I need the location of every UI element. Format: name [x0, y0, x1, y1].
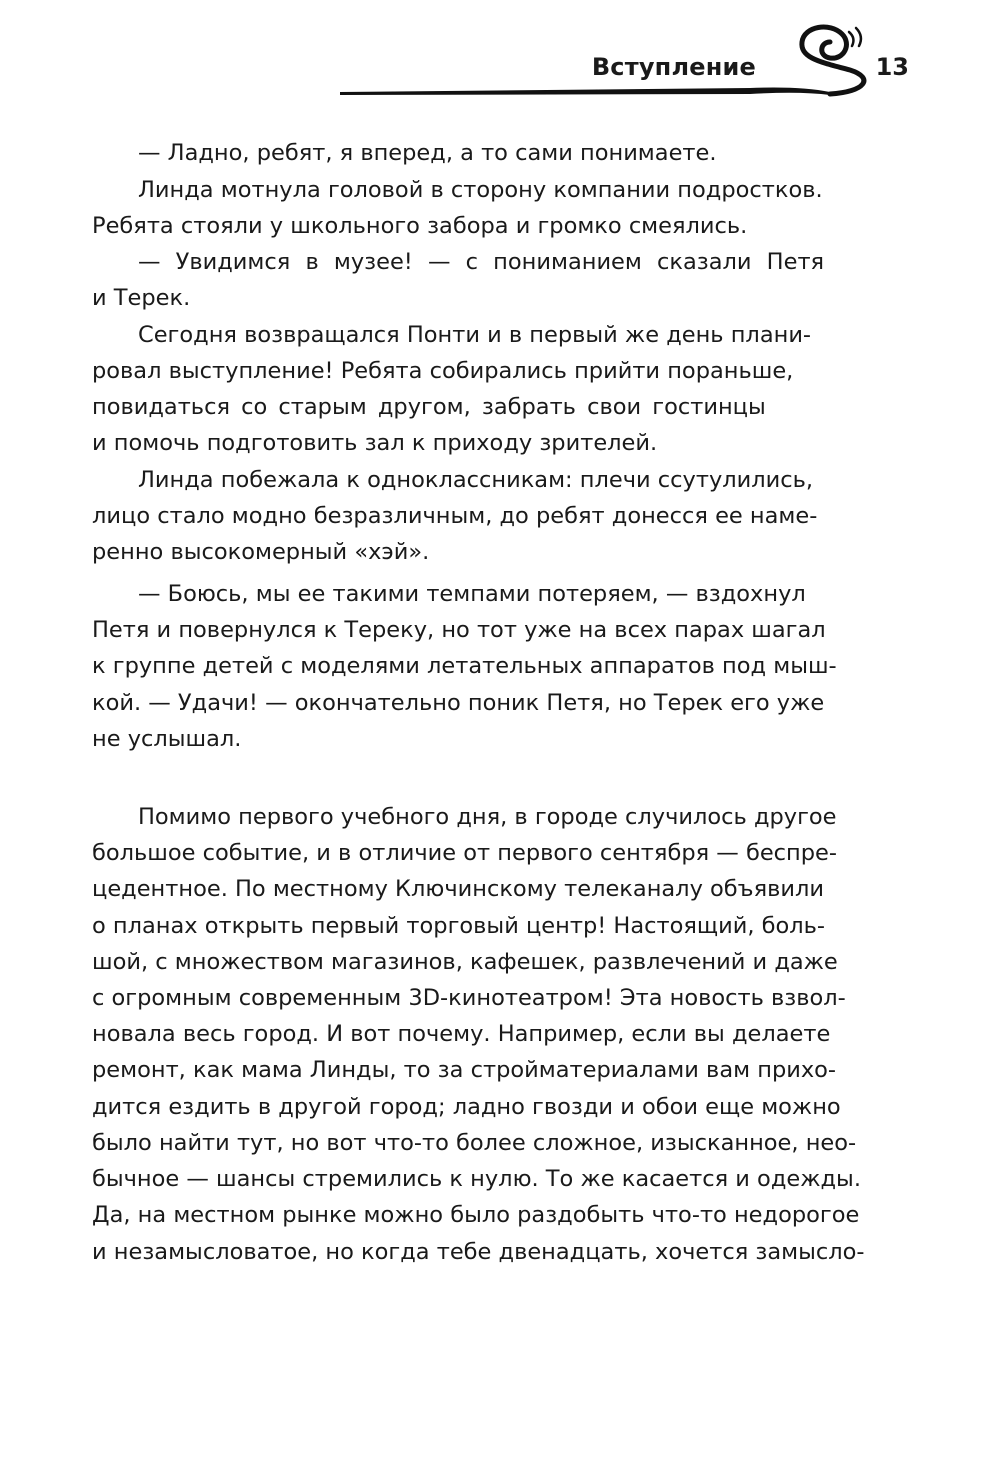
text-line: цедентное. По местному Ключинскому телеканалу объявили	[92, 876, 824, 902]
text-line: Сегодня возвращался Понти и в первый же день плани-	[138, 322, 812, 348]
text-line: дится ездить в другой город; ладно гвозди и обои еще можно	[92, 1094, 841, 1120]
text-line: шой, с множеством магазинов, кафешек, развлечений и даже	[92, 949, 838, 975]
text-line: — Ладно, ребят, я вперед, а то сами понимаете.	[138, 140, 717, 166]
swirl-ornament-icon	[330, 18, 870, 108]
text-line: — Увидимся в музее! — с пониманием сказали Петя	[138, 249, 825, 275]
text-line: ренно высокомерный «хэй».	[92, 539, 430, 565]
text-line: Да, на местном рынке можно было раздобыть что-то недорогое	[92, 1202, 860, 1228]
text-line: о планах открыть первый торговый центр! Настоящий, боль-	[92, 913, 826, 939]
text-line: лицо стало модно безразличным, до ребят донесся ее наме-	[92, 503, 818, 529]
text-line: и Терек.	[92, 285, 191, 311]
text-line: было найти тут, но вот что-то более сложное, изысканное, нео-	[92, 1130, 857, 1156]
text-line: ровал выступление! Ребята собирались прийти пораньше,	[92, 358, 794, 384]
text-line: — Боюсь, мы ее такими темпами потеряем, — вздохнул	[138, 581, 806, 607]
text-line: ремонт, как мама Линды, то за стройматериалами вам прихо-	[92, 1057, 837, 1083]
text-line: и помочь подготовить зал к приходу зрителей.	[92, 430, 658, 456]
text-line: и незамысловатое, но когда тебе двенадцать, хочется замысло-	[92, 1239, 865, 1265]
page-header	[0, 0, 1000, 120]
text-line: Помимо первого учебного дня, в городе случилось другое	[138, 804, 837, 830]
text-line: Линда побежала к одноклассникам: плечи ссутулились,	[138, 467, 814, 493]
text-line: большое событие, и в отличие от первого сентября — беспре-	[92, 840, 837, 866]
text-line: кой. — Удачи! — окончательно поник Петя, но Терек его уже	[92, 690, 825, 716]
text-line: не услышал.	[92, 726, 242, 752]
text-line: бычное — шансы стремились к нулю. То же касается и одежды.	[92, 1166, 861, 1192]
page-number: 13	[875, 53, 909, 81]
text-line: к группе детей с моделями летательных аппаратов под мыш-	[92, 653, 837, 679]
text-line: Петя и повернулся к Тереку, но тот уже на всех парах шагал	[92, 617, 826, 643]
running-title: Вступление	[591, 53, 756, 81]
text-line: новала весь город. И вот почему. Например, если вы делаете	[92, 1021, 831, 1047]
text-line: с огромным современным 3D-кинотеатром! Эта новость взвол-	[92, 985, 846, 1011]
text-line: повидаться со старым другом, забрать свои гостинцы	[92, 394, 766, 420]
text-line: Линда мотнула головой в сторону компании подростков.	[138, 177, 823, 203]
text-line: Ребята стояли у школьного забора и громко смеялись.	[92, 213, 748, 239]
